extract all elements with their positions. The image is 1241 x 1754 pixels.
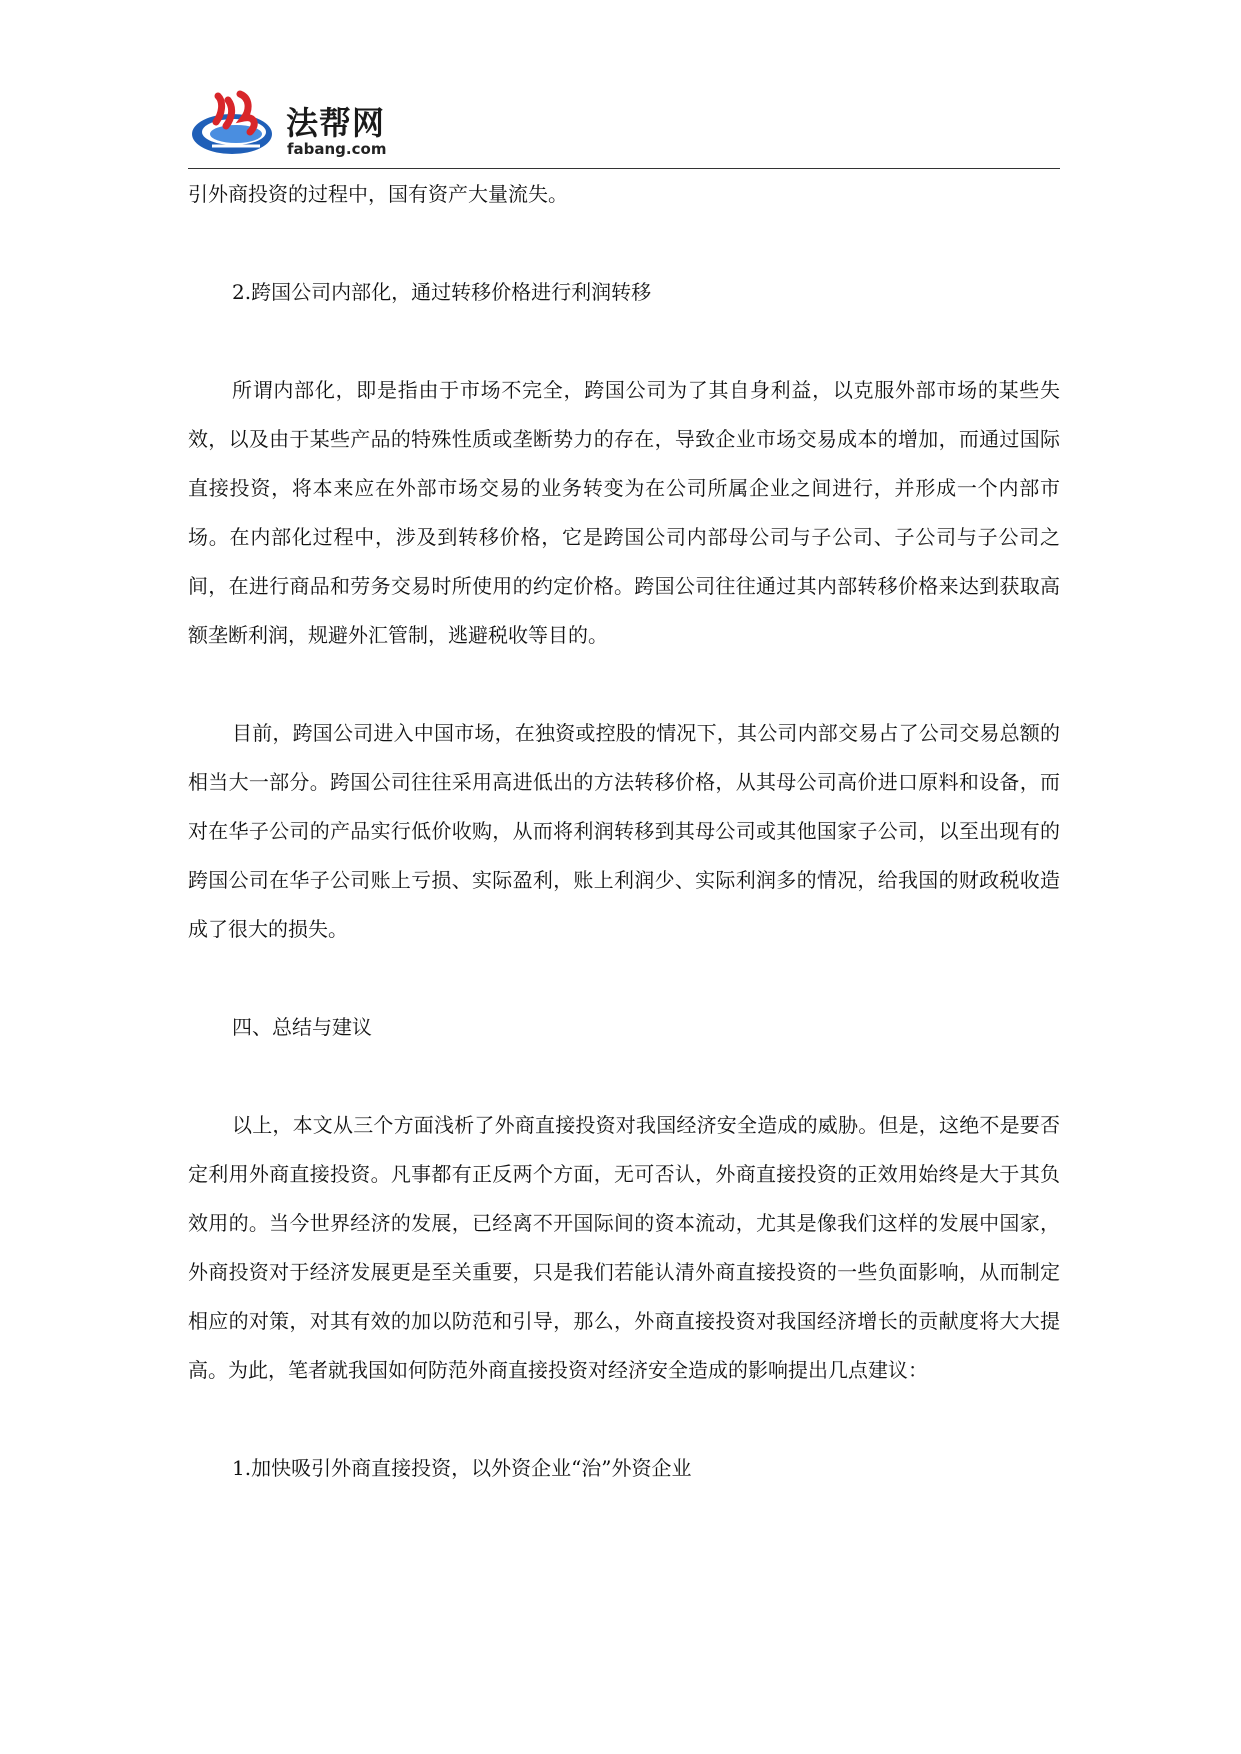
paragraph-internalization: 所谓内部化，即是指由于市场不完全，跨国公司为了其自身利益，以克服外部市场的某些失效，以及由于某些产品的特殊性质或垄断势力的存在，导致企业市场交易成本的增加，而通过国际直接投资，将本来应在外部市场交易的业务转变为在公司所属企业之间进行，并形成一个内部市场。在内部化过程中，涉及到转移价格，它是跨国公司内部母公司与子公司、子公司与子公司之间，在进行商品和劳务交易时所使用的约定价格。跨国公司往往通过其内部转移价格来达到获取高额垄断利润，规避外汇管制，逃避税收等目的。 (188, 378, 1060, 647)
logo-domain: fabang.com (287, 140, 387, 158)
paragraph-current-situation: 目前，跨国公司进入中国市场，在独资或控股的情况下，其公司内部交易占了公司交易总额的相当大一部分。跨国公司往往采用高进低出的方法转移价格，从其母公司高价进口原料和设备，而对在华子公司的产品实行低价收购，从而将利润转移到其母公司或其他国家子公司，以至出现有的跨国公司在华子公司账上亏损、实际盈利，账上利润少、实际利润多的情况，给我国的财政税收造成了很大的损失。 (188, 721, 1060, 941)
section-heading-2: 2.跨国公司内部化，通过转移价格进行利润转移 (232, 280, 652, 304)
fabang-logo-icon (188, 88, 284, 164)
section-heading-4: 四、总结与建议 (232, 1015, 372, 1039)
paragraph-0: 引外商投资的过程中，国有资产大量流失。 (188, 182, 568, 206)
section-heading-suggestion-1: 1.加快吸引外商直接投资，以外资企业“治”外资企业 (232, 1456, 692, 1480)
logo-name: 法帮网 (286, 104, 386, 142)
header-divider (188, 168, 1060, 169)
document-body (188, 170, 1060, 1493)
paragraph-conclusion: 以上，本文从三个方面浅析了外商直接投资对我国经济安全造成的威胁。但是，这绝不是要否定利用外商直接投资。凡事都有正反两个方面，无可否认，外商直接投资的正效用始终是大于其负效用的。当今世界经济的发展，已经离不开国际间的资本流动，尤其是像我们这样的发展中国家，外商投资对于经济发展更是至关重要，只是我们若能认清外商直接投资的一些负面影响，从而制定相应的对策，对其有效的加以防范和引导，那么，外商直接投资对我国经济增长的贡献度将大大提高。为此，笔者就我国如何防范外商直接投资对经济安全造成的影响提出几点建议： (188, 1113, 1060, 1382)
page-header (188, 88, 1060, 170)
